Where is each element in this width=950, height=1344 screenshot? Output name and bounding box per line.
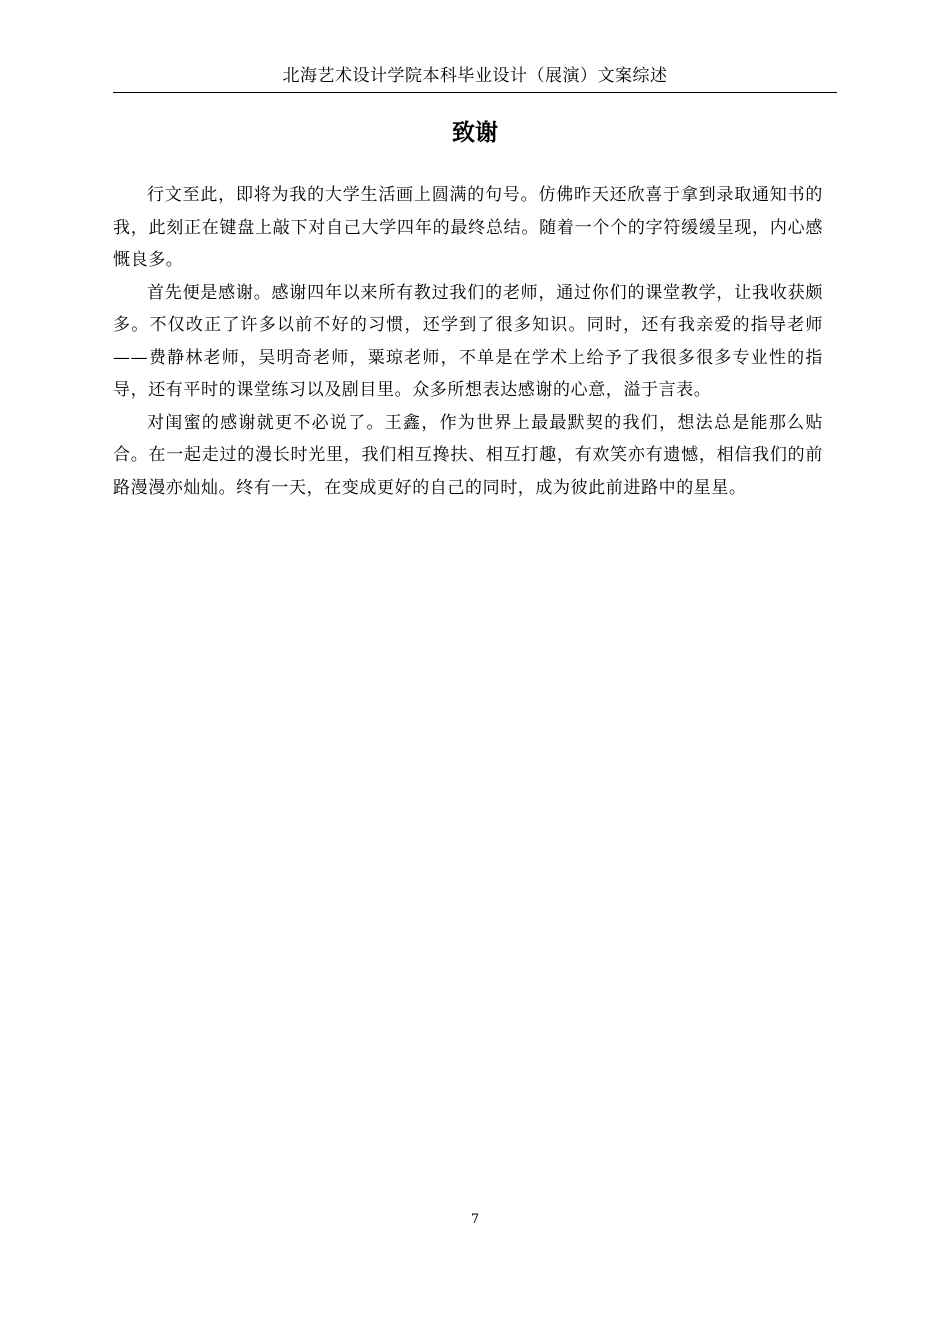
paragraph-teachers: 首先便是感谢。感谢四年以来所有教过我们的老师，通过你们的课堂教学，让我收获颇多。不仅改正了许多以前不好的习惯，还学到了很多知识。同时，还有我亲爱的指导老师——费静林老师，吴明奇老师，粟琼老师，不单是在学术上给予了我很多很多专业性的指导，还有平时的课堂练习以及剧目里。众多所想表达感谢的心意，溢于言表。 — [113, 282, 823, 400]
page-header-title: 北海艺术设计学院本科毕业设计（展演）文案综述 — [282, 66, 668, 86]
paragraph-opening: 行文至此，即将为我的大学生活画上圆满的句号。仿佛昨天还欣喜于拿到录取通知书的我，此刻正在键盘上敲下对自己大学四年的最终总结。随着一个个的字符缓缓呈现，内心感慨良多。 — [113, 185, 823, 270]
page-number: 7 — [470, 1212, 480, 1227]
paragraph-friend: 对闺蜜的感谢就更不必说了。王鑫，作为世界上最最默契的我们，想法总是能那么贴合。在一起走过的漫长时光里，我们相互搀扶、相互打趣，有欢笑亦有遗憾，相信我们的前路漫漫亦灿灿。终有一天，在变成更好的自己的同时，成为彼此前进路中的星星。 — [113, 412, 823, 498]
page-header — [113, 64, 837, 93]
body-text — [113, 179, 823, 504]
page-title: 致谢 — [452, 120, 498, 146]
